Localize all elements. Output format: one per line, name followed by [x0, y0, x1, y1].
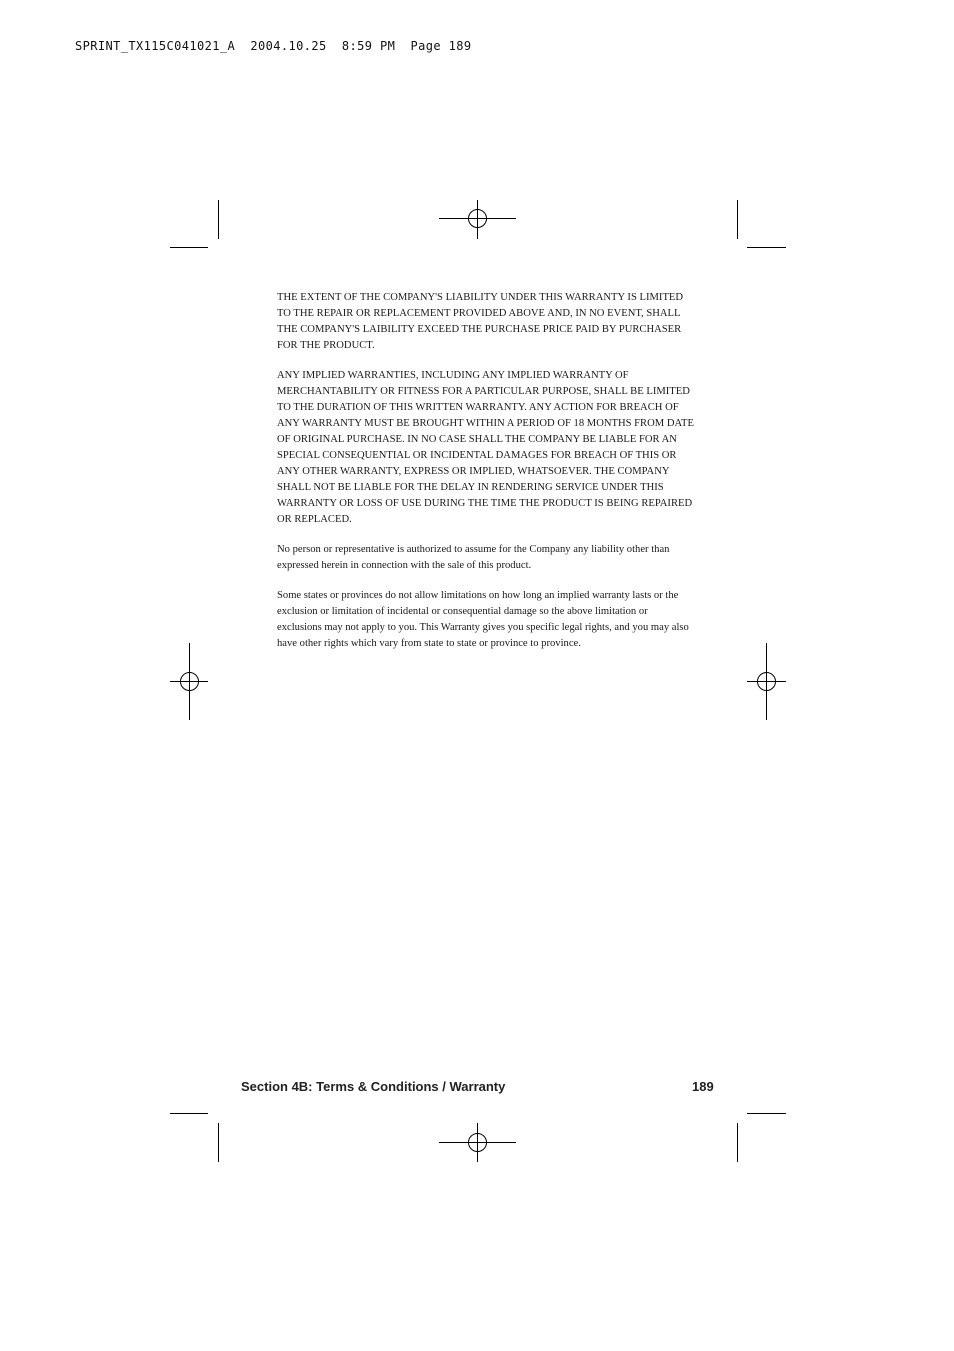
- print-slug-line: SPRINT_TX115C041021_A 2004.10.25 8:59 PM Page 189: [75, 39, 472, 53]
- warranty-body: [277, 290, 695, 666]
- state-rights-paragraph: Some states or provinces do not allow limitations on how long an implied warranty lasts or the exclusion or limitation of incidental or consequential damage so the above limitation or exclusions may not apply to you. This Warranty gives you specific legal rights, and you may also have other rights which vary from state to state or province to province.: [277, 590, 689, 649]
- no-representative-paragraph: No person or representative is authorized to assume for the Company any liability other than expressed herein in connection with the sale of this product.: [277, 544, 670, 571]
- liability-limit-paragraph: THE EXTENT OF THE COMPANY'S LIABILITY UNDER THIS WARRANTY IS LIMITED TO THE REPAIR OR REPLACEMENT PROVIDED ABOVE AND, IN NO EVENT, SHALL THE COMPANY'S LAIBILITY EXCEED THE PURCHASE PRICE PAID BY PURCHASER FOR THE PRODUCT.: [277, 292, 684, 351]
- footer-section-title: Section 4B: Terms & Conditions / Warranty: [241, 1079, 506, 1094]
- footer-page-number: 189: [692, 1079, 714, 1094]
- implied-warranties-paragraph: ANY IMPLIED WARRANTIES, INCLUDING ANY IMPLIED WARRANTY OF MERCHANTABILITY OR FITNESS FOR A PARTICULAR PURPOSE, SHALL BE LIMITED TO THE DURATION OF THIS WRITTEN WARRANTY. ANY ACTION FOR BREACH OF ANY WARRANTY MUST BE BROUGHT WITHIN A PERIOD OF 18 MONTHS FROM DATE OF ORIGINAL PURCHASE. IN NO CASE SHALL THE COMPANY BE LIABLE FOR AN SPECIAL CONSEQUENTIAL OR INCIDENTAL DAMAGES FOR BREACH OF THIS OR ANY OTHER WARRANTY, EXPRESS OR IMPLIED, WHATSOEVER. THE COMPANY SHALL NOT BE LIABLE FOR THE DELAY IN RENDERING SERVICE UNDER THIS WARRANTY OR LOSS OF USE DURING THE TIME THE PRODUCT IS BEING REPAIRED OR REPLACED.: [277, 370, 694, 525]
